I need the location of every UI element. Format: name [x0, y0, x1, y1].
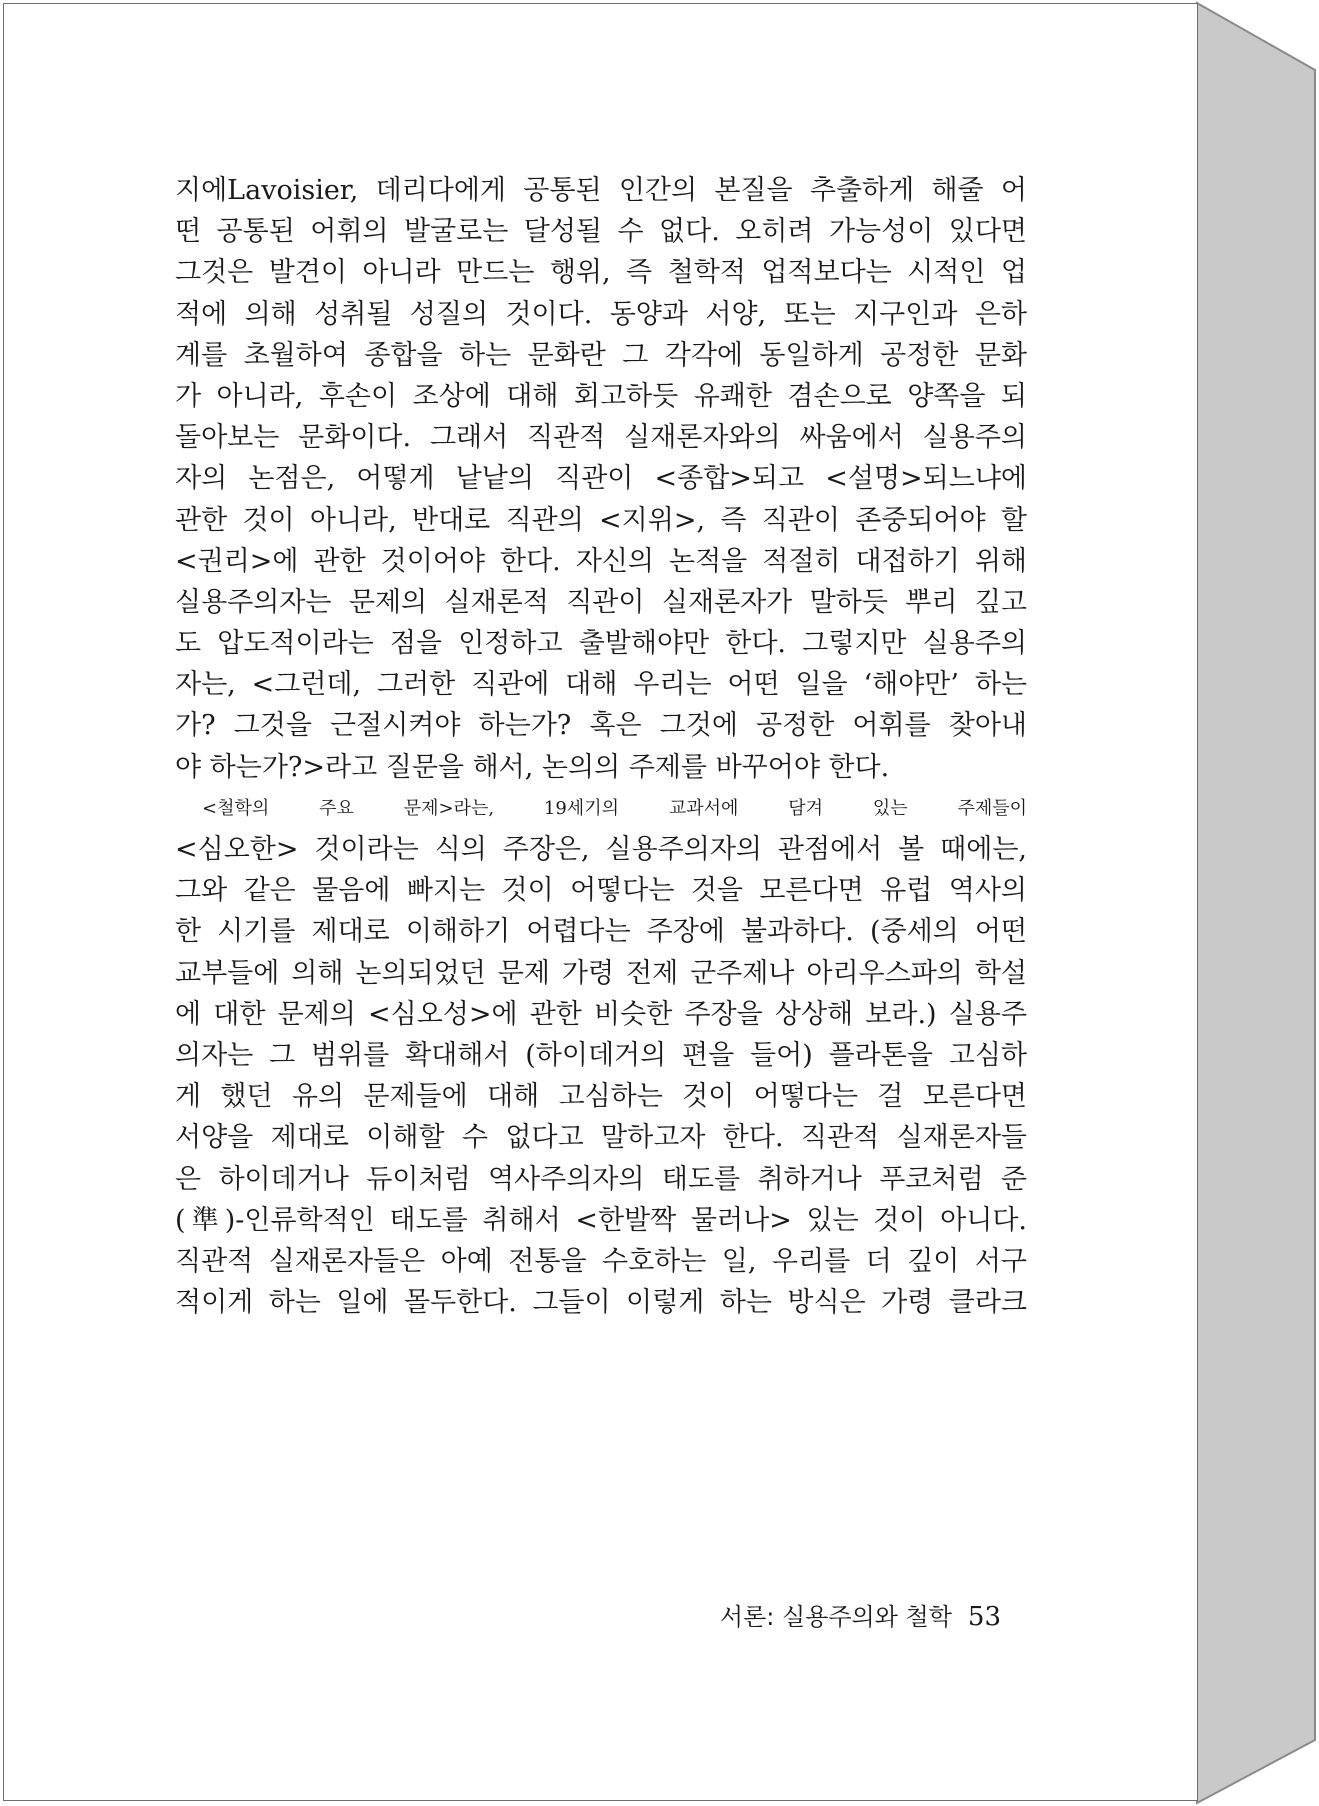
- book-side-face: [1197, 3, 1315, 1803]
- text-line: 한 시기를 제대로 이해하기 어렵다는 주장에 불과하다. (중세의 어떤: [175, 916, 1027, 948]
- text-line: 직관적 실재론자들은 아예 전통을 수호하는 일, 우리를 더 깊이 서구: [175, 1245, 1027, 1277]
- text-line: 에 대한 문제의 <심오성>에 관한 비슷한 주장을 상상해 보라.) 실용주: [175, 998, 1027, 1030]
- text-line: 가? 그것을 근절시켜야 하는가? 혹은 그것에 공정한 어휘를 찾아내: [175, 710, 1027, 742]
- text-line: 그것은 발견이 아니라 만드는 행위, 즉 철학적 업적보다는 시적인 업: [175, 257, 1027, 289]
- text-line: 자의 논점은, 어떻게 낱낱의 직관이 <종합>되고 <설명>되느냐에: [175, 463, 1027, 495]
- page-footer: [720, 1597, 1001, 1632]
- text-line: (準)-인류학적인 태도를 취해서 <한발짝 물러나> 있는 것이 아니다.: [175, 1204, 1027, 1236]
- body-text: [175, 170, 1027, 1323]
- text-line: 게 했던 유의 문제들에 대해 고심하는 것이 어떻다는 걸 모른다면: [175, 1081, 1027, 1113]
- text-line: 야 하는가?>라고 질문을 해서, 논의의 주제를 바꾸어야 한다.: [175, 751, 890, 783]
- text-line: 떤 공통된 어휘의 발굴로는 달성될 수 없다. 오히려 가능성이 있다면: [175, 216, 1027, 248]
- text-line: 지에Lavoisier, 데리다에게 공통된 인간의 본질을 추출하게 해줄 어: [175, 175, 1027, 206]
- text-line: 돌아보는 문화이다. 그래서 직관적 실재론자와의 싸움에서 실용주의: [175, 422, 1027, 454]
- text-line: 계를 초월하여 종합을 하는 문화란 그 각각에 동일하게 공정한 문화: [175, 339, 1027, 371]
- text-line: 실용주의자는 문제의 실재론적 직관이 실재론자가 말하듯 뿌리 깊고: [175, 586, 1027, 618]
- text-line: 적이게 하는 일에 몰두한다. 그들이 이렇게 하는 방식은 가령 클라크: [175, 1287, 1027, 1319]
- text-line: 의자는 그 범위를 확대해서 (하이데거의 편을 들어) 플라톤을 고심하: [175, 1039, 1027, 1071]
- text-line: <심오한> 것이라는 식의 주장은, 실용주의자의 관점에서 볼 때에는,: [175, 834, 1027, 865]
- text-line: 은 하이데거나 듀이처럼 역사주의자의 태도를 취하거나 푸코처럼 준: [175, 1163, 1027, 1195]
- page-number: 53: [967, 1602, 1001, 1632]
- text-line: 가 아니라, 후손이 조상에 대해 회고하듯 유쾌한 겸손으로 양쪽을 되: [175, 380, 1027, 412]
- text-line: 서양을 제대로 이해할 수 없다고 말하고자 한다. 직관적 실재론자들: [175, 1122, 1027, 1154]
- text-line: 그와 같은 물음에 빠지는 것이 어떻다는 것을 모른다면 유럽 역사의: [175, 875, 1027, 907]
- text-line: 자는, <그런데, 그러한 직관에 대해 우리는 어떤 일을 ‘해야만’ 하는: [175, 669, 1027, 701]
- running-title: 서론: 실용주의와 철학: [719, 1603, 952, 1631]
- text-line: 관한 것이 아니라, 반대로 직관의 <지위>, 즉 직관이 존중되어야 할: [175, 504, 1027, 536]
- text-line: <철학의 주요 문제>라는, 19세기의 교과서에 담겨 있는 주제들이: [202, 797, 1027, 819]
- text-line: 적에 의해 성취될 성질의 것이다. 동양과 서양, 또는 지구인과 은하: [175, 298, 1027, 330]
- text-line: <권리>에 관한 것이어야 한다. 자신의 논적을 적절히 대접하기 위해: [175, 545, 1027, 577]
- text-line: 교부들에 의해 논의되었던 문제 가령 전제 군주제나 아리우스파의 학설: [175, 957, 1027, 989]
- text-line: 도 압도적이라는 점을 인정하고 출발해야만 한다. 그렇지만 실용주의: [175, 628, 1027, 660]
